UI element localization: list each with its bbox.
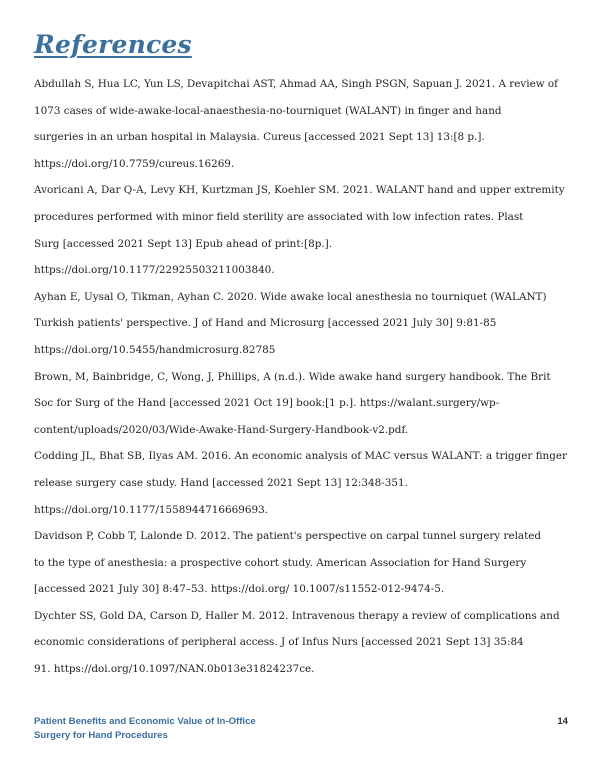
reference-line: Ayhan E, Uysal O, Tikman, Ayhan C. 2020. Wide awake local anesthesia no tourniquet (WALANT) xyxy=(34,290,547,303)
reference-entry xyxy=(34,443,568,523)
page-footer xyxy=(34,715,568,743)
reference-line: to the type of anesthesia: a prospective cohort study. American Association for Hand Surgery xyxy=(34,556,527,569)
reference-url[interactable]: content/uploads/2020/03/Wide-Awake-Hand-Surgery-Handbook-v2.pdf. xyxy=(34,423,409,436)
reference-line: release surgery case study. Hand [accessed 2021 Sept 13] 12:348-351. xyxy=(34,476,408,489)
reference-line: Dychter SS, Gold DA, Carson D, Haller M. 2012. Intravenous therapy a review of complications and xyxy=(34,609,560,622)
reference-doi[interactable]: https://doi.org/10.5455/handmicrosurg.82785 xyxy=(34,343,276,356)
reference-entry xyxy=(34,284,568,364)
reference-list xyxy=(34,71,568,683)
footer-title-line: Patient Benefits and Economic Value of In-Office xyxy=(34,716,256,727)
reference-doi[interactable]: https://doi.org/10.7759/cureus.16269. xyxy=(34,157,235,170)
reference-entry xyxy=(34,71,568,177)
reference-line: Codding JL, Bhat SB, Ilyas AM. 2016. An economic analysis of MAC versus WALANT: a trigger finger xyxy=(34,450,568,463)
reference-line: procedures performed with minor field sterility are associated with low infection rates. Plast xyxy=(34,210,524,223)
reference-entry xyxy=(34,523,568,603)
reference-line: [accessed 2021 July 30] 8:47–53. https://doi.org/ 10.1007/s11552-012-9474-5. xyxy=(34,583,445,596)
reference-line: Davidson P, Cobb T, Lalonde D. 2012. The patient's perspective on carpal tunnel surgery related xyxy=(34,530,542,543)
reference-line: Abdullah S, Hua LC, Yun LS, Devapitchai AST, Ahmad AA, Singh PSGN, Sapuan J. 2021. A review of xyxy=(34,78,559,90)
reference-line: Surg [accessed 2021 Sept 13] Epub ahead of print:[8p.]. xyxy=(34,237,333,250)
reference-line: 91. https://doi.org/10.1097/NAN.0b013e31824237ce. xyxy=(34,663,315,676)
reference-entry xyxy=(34,177,568,283)
reference-line: Avoricani A, Dar Q-A, Levy KH, Kurtzman JS, Koehler SM. 2021. WALANT hand and upper extremity xyxy=(34,184,565,197)
reference-line: surgeries in an urban hospital in Malaysia. Cureus [accessed 2021 Sept 13] 13:[8 p.]. xyxy=(34,131,485,144)
reference-line: economic considerations of peripheral access. J of Infus Nurs [accessed 2021 Sept 13] 35:84 xyxy=(34,636,524,649)
reference-entry xyxy=(34,603,568,683)
reference-line: Soc for Surg of the Hand [accessed 2021 Oct 19] book:[1 p.]. https://walant.surgery/wp- xyxy=(34,397,500,410)
reference-line: 1073 cases of wide-awake-local-anaesthesia-no-tourniquet (WALANT) in finger and hand xyxy=(34,104,502,117)
reference-doi[interactable]: https://doi.org/10.1177/1558944716669693. xyxy=(34,503,268,516)
page-title: References xyxy=(34,30,192,59)
reference-doi[interactable]: https://doi.org/10.1177/22925503211003840. xyxy=(34,264,275,277)
reference-entry xyxy=(34,364,568,444)
footer-title-line: Surgery for Hand Procedures xyxy=(34,730,168,741)
reference-line: Turkish patients' perspective. J of Hand and Microsurg [accessed 2021 July 30] 9:81-85 xyxy=(34,317,497,330)
page-number: 14 xyxy=(557,716,568,727)
reference-line: Brown, M, Bainbridge, C, Wong, J, Phillips, A (n.d.). Wide awake hand surgery handbook. The Brit xyxy=(34,370,551,383)
